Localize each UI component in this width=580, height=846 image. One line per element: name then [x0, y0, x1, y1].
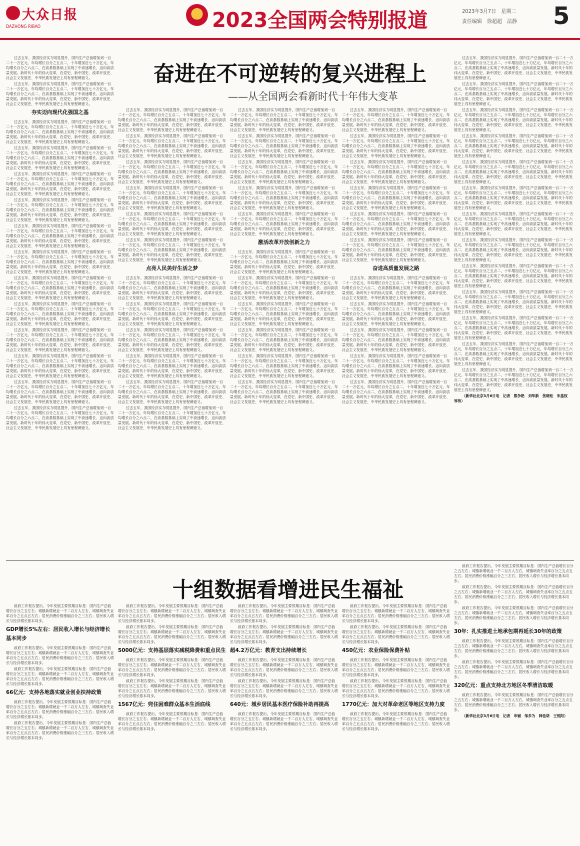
- article-paragraph: 过去五年，我国经济实力明显提升，国内生产总值增加到一百二十一万亿元，年均增长百分之五点二，十年增加近七十万亿元，年均增长百分之六点二，在高基数基础上实现了中高速增长、迈向高质量发展。新时代十年的伟大变革，在党史、新中国史、改革开放史、社会主义发展史、中华民族发展史上具有里程碑意义。: [342, 108, 450, 132]
- article-paragraph: 政府工作报告提出，今年发展主要预期目标是：国内生产总值增长百分之五左右；城镇新增就业一千二百万人左右，城镇调查失业率百分之五点五左右；居民消费价格涨幅百分之三左右；居民收入增长与经济增长基本同步。: [118, 625, 226, 644]
- article-paragraph: 过去五年，我国经济实力明显提升，国内生产总值增加到一百二十一万亿元，年均增长百分之五点二，十年增加近七十万亿元，年均增长百分之六点二，在高基数基础上实现了中高速增长、迈向高质量发展。新时代十年的伟大变革，在党史、新中国史、改革开放史、社会主义发展史、中华民族发展史上具有里程碑意义。: [342, 238, 450, 262]
- responsible-editors: 责任编辑 徐超超 法静: [462, 19, 518, 25]
- data-article-column-2: [118, 604, 226, 840]
- article-paragraph: 过去五年，我国经济实力明显提升，国内生产总值增加到一百二十一万亿元，年均增长百分之五点二，十年增加近七十万亿元，年均增长百分之六点二，在高基数基础上实现了中高速增长、迈向高质量发展。新时代十年的伟大变革，在党史、新中国史、改革开放史、社会主义发展史、中华民族发展史上具有里程碑意义。: [342, 134, 450, 158]
- article-paragraph: 过去五年，我国经济实力明显提升，国内生产总值增加到一百二十一万亿元，年均增长百分之五点二，十年增加近七十万亿元，年均增长百分之六点二，在高基数基础上实现了中高速增长、迈向高质量发展。新时代十年的伟大变革，在党史、新中国史、改革开放史、社会主义发展史、中华民族发展史上具有里程碑意义。: [230, 276, 338, 300]
- article-paragraph: 政府工作报告提出，今年发展主要预期目标是：国内生产总值增长百分之五左右；城镇新增就业一千二百万人左右，城镇调查失业率百分之五点五左右；居民消费价格涨幅百分之三左右；居民收入增长与经济增长基本同步。: [6, 667, 114, 686]
- article-paragraph: 政府工作报告提出，今年发展主要预期目标是：国内生产总值增长百分之五左右；城镇新增就业一千二百万人左右，城镇调查失业率百分之五点五左右；居民消费价格涨幅百分之三左右；居民收入增长与经济增长基本同步。: [454, 564, 574, 583]
- article-column-3: [230, 108, 338, 552]
- second-headline: 十组数据看增进民生福祉: [172, 578, 404, 602]
- article-paragraph: 过去五年，我国经济实力明显提升，国内生产总值增加到一百二十一万亿元，年均增长百分之五点二，十年增加近七十万亿元，年均增长百分之六点二，在高基数基础上实现了中高速增长、迈向高质量发展。新时代十年的伟大变革，在党史、新中国史、改革开放史、社会主义发展史、中华民族发展史上具有里程碑意义。: [454, 368, 574, 392]
- article-paragraph: 过去五年，我国经济实力明显提升，国内生产总值增加到一百二十一万亿元，年均增长百分之五点二，十年增加近七十万亿元，年均增长百分之六点二，在高基数基础上实现了中高速增长、迈向高质量发展。新时代十年的伟大变革，在党史、新中国史、改革开放史、社会主义发展史、中华民族发展史上具有里程碑意义。: [230, 186, 338, 210]
- data-item-heading: 超4.2万亿元：教育支出持续增长: [230, 648, 307, 654]
- article-paragraph: 过去五年，我国经济实力明显提升，国内生产总值增加到一百二十一万亿元，年均增长百分之五点二，十年增加近七十万亿元，年均增长百分之六点二，在高基数基础上实现了中高速增长、迈向高质量发展。新时代十年的伟大变革，在党史、新中国史、改革开放史、社会主义发展史、中华民族发展史上具有里程碑意义。: [342, 160, 450, 184]
- article-paragraph: 过去五年，我国经济实力明显提升，国内生产总值增加到一百二十一万亿元，年均增长百分之五点二，十年增加近七十万亿元，年均增长百分之六点二，在高基数基础上实现了中高速增长、迈向高质量发展。新时代十年的伟大变革，在党史、新中国史、改革开放史、社会主义发展史、中华民族发展史上具有里程碑意义。: [118, 108, 226, 132]
- article-column-2: [118, 108, 226, 552]
- article-paragraph: 政府工作报告提出，今年发展主要预期目标是：国内生产总值增长百分之五左右；城镇新增就业一千二百万人左右，城镇调查失业率百分之五点五左右；居民消费价格涨幅百分之三左右；居民收入增长与经济增长基本同步。: [454, 606, 574, 625]
- article-paragraph: 过去五年，我国经济实力明显提升，国内生产总值增加到一百二十一万亿元，年均增长百分之五点二，十年增加近七十万亿元，年均增长百分之六点二，在高基数基础上实现了中高速增长、迈向高质量发展。新时代十年的伟大变革，在党史、新中国史、改革开放史、社会主义发展史、中华民族发展史上具有里程碑意义。: [118, 186, 226, 210]
- article-paragraph: 过去五年，我国经济实力明显提升，国内生产总值增加到一百二十一万亿元，年均增长百分之五点二，十年增加近七十万亿元，年均增长百分之六点二，在高基数基础上实现了中高速增长、迈向高质量发展。新时代十年的伟大变革，在党史、新中国史、改革开放史、社会主义发展史、中华民族发展史上具有里程碑意义。: [342, 302, 450, 326]
- section-subhead: 奋进高质量发展之路: [372, 266, 420, 272]
- data-item-heading: GDP增长5%左右：居民收入增长与经济增长基本同步: [6, 627, 111, 642]
- section-subhead: 夯实迈向现代化强国之基: [31, 110, 89, 116]
- paper-name-pinyin: DAZHONG RIBAO: [6, 24, 41, 29]
- paper-name: 大众日报: [22, 8, 79, 23]
- article-paragraph: 过去五年，我国经济实力明显提升，国内生产总值增加到一百二十一万亿元，年均增长百分之五点二，十年增加近七十万亿元，年均增长百分之六点二，在高基数基础上实现了中高速增长、迈向高质量发展。新时代十年的伟大变革，在党史、新中国史、改革开放史、社会主义发展史、中华民族发展史上具有里程碑意义。: [6, 198, 114, 222]
- special-report-banner: 2023全国两会特别报道: [212, 8, 428, 32]
- article-paragraph: 过去五年，我国经济实力明显提升，国内生产总值增加到一百二十一万亿元，年均增长百分之五点二，十年增加近七十万亿元，年均增长百分之六点二，在高基数基础上实现了中高速增长、迈向高质量发展。新时代十年的伟大变革，在党史、新中国史、改革开放史、社会主义发展史、中华民族发展史上具有里程碑意义。: [454, 290, 574, 314]
- article-paragraph: 政府工作报告提出，今年发展主要预期目标是：国内生产总值增长百分之五左右；城镇新增就业一千二百万人左右，城镇调查失业率百分之五点五左右；居民消费价格涨幅百分之三左右；居民收入增长与经济增长基本同步。: [454, 585, 574, 604]
- article-paragraph: 过去五年，我国经济实力明显提升，国内生产总值增加到一百二十一万亿元，年均增长百分之五点二，十年增加近七十万亿元，年均增长百分之六点二，在高基数基础上实现了中高速增长、迈向高质量发展。新时代十年的伟大变革，在党史、新中国史、改革开放史、社会主义发展史、中华民族发展史上具有里程碑意义。: [342, 186, 450, 210]
- article-paragraph: 政府工作报告提出，今年发展主要预期目标是：国内生产总值增长百分之五左右；城镇新增就业一千二百万人左右，城镇调查失业率百分之五点五左右；居民消费价格涨幅百分之三左右；居民收入增长与经济增长基本同步。: [118, 712, 226, 731]
- data-article-column-5: [454, 564, 574, 840]
- article-paragraph: 政府工作报告提出，今年发展主要预期目标是：国内生产总值增长百分之五左右；城镇新增就业一千二百万人左右，城镇调查失业率百分之五点五左右；居民消费价格涨幅百分之三左右；居民收入增长与经济增长基本同步。: [6, 721, 114, 740]
- article-paragraph: 过去五年，我国经济实力明显提升，国内生产总值增加到一百二十一万亿元，年均增长百分之五点二，十年增加近七十万亿元，年均增长百分之六点二，在高基数基础上实现了中高速增长、迈向高质量发展。新时代十年的伟大变革，在党史、新中国史、改革开放史、社会主义发展史、中华民族发展史上具有里程碑意义。: [230, 134, 338, 158]
- article-paragraph: 过去五年，我国经济实力明显提升，国内生产总值增加到一百二十一万亿元，年均增长百分之五点二，十年增加近七十万亿元，年均增长百分之六点二，在高基数基础上实现了中高速增长、迈向高质量发展。新时代十年的伟大变革，在党史、新中国史、改革开放史、社会主义发展史、中华民族发展史上具有里程碑意义。: [118, 406, 226, 430]
- article-paragraph: 政府工作报告提出，今年发展主要预期目标是：国内生产总值增长百分之五左右；城镇新增就业一千二百万人左右，城镇调查失业率百分之五点五左右；居民消费价格涨幅百分之三左右；居民收入增长与经济增长基本同步。: [6, 604, 114, 623]
- article-paragraph: 政府工作报告提出，今年发展主要预期目标是：国内生产总值增长百分之五左右；城镇新增就业一千二百万人左右，城镇调查失业率百分之五点五左右；居民消费价格涨幅百分之三左右；居民收入增长与经济增长基本同步。: [230, 604, 338, 623]
- article-paragraph: 过去五年，我国经济实力明显提升，国内生产总值增加到一百二十一万亿元，年均增长百分之五点二，十年增加近七十万亿元，年均增长百分之六点二，在高基数基础上实现了中高速增长、迈向高质量发展。新时代十年的伟大变革，在党史、新中国史、改革开放史、社会主义发展史、中华民族发展史上具有里程碑意义。: [454, 342, 574, 366]
- data-article-column-4: [342, 604, 450, 840]
- article-paragraph: 过去五年，我国经济实力明显提升，国内生产总值增加到一百二十一万亿元，年均增长百分之五点二，十年增加近七十万亿元，年均增长百分之六点二，在高基数基础上实现了中高速增长、迈向高质量发展。新时代十年的伟大变革，在党史、新中国史、改革开放史、社会主义发展史、中华民族发展史上具有里程碑意义。: [6, 380, 114, 404]
- article-paragraph: 政府工作报告提出，今年发展主要预期目标是：国内生产总值增长百分之五左右；城镇新增就业一千二百万人左右，城镇调查失业率百分之五点五左右；居民消费价格涨幅百分之三左右；居民收入增长与经济增长基本同步。: [6, 700, 114, 719]
- data-item-heading: 640元：城乡居民基本医疗保险补助再提高: [230, 702, 330, 708]
- article-column-5: [454, 56, 574, 552]
- data-item-heading: 66亿元：支持各地落实就业创业扶持政策: [6, 690, 102, 696]
- article-paragraph: 过去五年，我国经济实力明显提升，国内生产总值增加到一百二十一万亿元，年均增长百分之五点二，十年增加近七十万亿元，年均增长百分之六点二，在高基数基础上实现了中高速增长、迈向高质量发展。新时代十年的伟大变革，在党史、新中国史、改革开放史、社会主义发展史、中华民族发展史上具有里程碑意义。: [6, 56, 114, 80]
- article-byline: （新华社北京3月6日电 记者 熊争艳 刘华新 张晓松 朱基钗 邹伟）: [454, 394, 572, 403]
- article-paragraph: 过去五年，我国经济实力明显提升，国内生产总值增加到一百二十一万亿元，年均增长百分之五点二，十年增加近七十万亿元，年均增长百分之六点二，在高基数基础上实现了中高速增长、迈向高质量发展。新时代十年的伟大变革，在党史、新中国史、改革开放史、社会主义发展史、中华民族发展史上具有里程碑意义。: [454, 82, 574, 106]
- article-paragraph: 过去五年，我国经济实力明显提升，国内生产总值增加到一百二十一万亿元，年均增长百分之五点二，十年增加近七十万亿元，年均增长百分之六点二，在高基数基础上实现了中高速增长、迈向高质量发展。新时代十年的伟大变革，在党史、新中国史、改革开放史、社会主义发展史、中华民族发展史上具有里程碑意义。: [454, 108, 574, 132]
- article-paragraph: 过去五年，我国经济实力明显提升，国内生产总值增加到一百二十一万亿元，年均增长百分之五点二，十年增加近七十万亿元，年均增长百分之六点二，在高基数基础上实现了中高速增长、迈向高质量发展。新时代十年的伟大变革，在党史、新中国史、改革开放史、社会主义发展史、中华民族发展史上具有里程碑意义。: [118, 160, 226, 184]
- article-paragraph: 政府工作报告提出，今年发展主要预期目标是：国内生产总值增长百分之五左右；城镇新增就业一千二百万人左右，城镇调查失业率百分之五点五左右；居民消费价格涨幅百分之三左右；居民收入增长与经济增长基本同步。: [118, 679, 226, 698]
- article-paragraph: 政府工作报告提出，今年发展主要预期目标是：国内生产总值增长百分之五左右；城镇新增就业一千二百万人左右，城镇调查失业率百分之五点五左右；居民消费价格涨幅百分之三左右；居民收入增长与经济增长基本同步。: [342, 679, 450, 698]
- article-paragraph: 政府工作报告提出，今年发展主要预期目标是：国内生产总值增长百分之五左右；城镇新增就业一千二百万人左右，城镇调查失业率百分之五点五左右；居民消费价格涨幅百分之三左右；居民收入增长与经济增长基本同步。: [342, 658, 450, 677]
- article-paragraph: 过去五年，我国经济实力明显提升，国内生产总值增加到一百二十一万亿元，年均增长百分之五点二，十年增加近七十万亿元，年均增长百分之六点二，在高基数基础上实现了中高速增长、迈向高质量发展。新时代十年的伟大变革，在党史、新中国史、改革开放史、社会主义发展史、中华民族发展史上具有里程碑意义。: [342, 354, 450, 378]
- article-paragraph: 过去五年，我国经济实力明显提升，国内生产总值增加到一百二十一万亿元，年均增长百分之五点二，十年增加近七十万亿元，年均增长百分之六点二，在高基数基础上实现了中高速增长、迈向高质量发展。新时代十年的伟大变革，在党史、新中国史、改革开放史、社会主义发展史、中华民族发展史上具有里程碑意义。: [118, 354, 226, 378]
- article-paragraph: 过去五年，我国经济实力明显提升，国内生产总值增加到一百二十一万亿元，年均增长百分之五点二，十年增加近七十万亿元，年均增长百分之六点二，在高基数基础上实现了中高速增长、迈向高质量发展。新时代十年的伟大变革，在党史、新中国史、改革开放史、社会主义发展史、中华民族发展史上具有里程碑意义。: [342, 380, 450, 404]
- article-paragraph: 政府工作报告提出，今年发展主要预期目标是：国内生产总值增长百分之五左右；城镇新增就业一千二百万人左右，城镇调查失业率百分之五点五左右；居民消费价格涨幅百分之三左右；居民收入增长与经济增长基本同步。: [230, 625, 338, 644]
- article-paragraph: 过去五年，我国经济实力明显提升，国内生产总值增加到一百二十一万亿元，年均增长百分之五点二，十年增加近七十万亿元，年均增长百分之六点二，在高基数基础上实现了中高速增长、迈向高质量发展。新时代十年的伟大变革，在党史、新中国史、改革开放史、社会主义发展史、中华民族发展史上具有里程碑意义。: [454, 212, 574, 236]
- article-paragraph: 过去五年，我国经济实力明显提升，国内生产总值增加到一百二十一万亿元，年均增长百分之五点二，十年增加近七十万亿元，年均增长百分之六点二，在高基数基础上实现了中高速增长、迈向高质量发展。新时代十年的伟大变革，在党史、新中国史、改革开放史、社会主义发展史、中华民族发展史上具有里程碑意义。: [118, 380, 226, 404]
- article-column-4: [342, 108, 450, 552]
- article-paragraph: 政府工作报告提出，今年发展主要预期目标是：国内生产总值增长百分之五左右；城镇新增就业一千二百万人左右，城镇调查失业率百分之五点五左右；居民消费价格涨幅百分之三左右；居民收入增长与经济增长基本同步。: [342, 625, 450, 644]
- section-subhead: 点亮人民美好生活之梦: [146, 266, 198, 272]
- article-paragraph: 过去五年，我国经济实力明显提升，国内生产总值增加到一百二十一万亿元，年均增长百分之五点二，十年增加近七十万亿元，年均增长百分之六点二，在高基数基础上实现了中高速增长、迈向高质量发展。新时代十年的伟大变革，在党史、新中国史、改革开放史、社会主义发展史、中华民族发展史上具有里程碑意义。: [6, 146, 114, 170]
- article-paragraph: 过去五年，我国经济实力明显提升，国内生产总值增加到一百二十一万亿元，年均增长百分之五点二，十年增加近七十万亿元，年均增长百分之六点二，在高基数基础上实现了中高速增长、迈向高质量发展。新时代十年的伟大变革，在党史、新中国史、改革开放史、社会主义发展史、中华民族发展史上具有里程碑意义。: [6, 276, 114, 300]
- article-paragraph: 过去五年，我国经济实力明显提升，国内生产总值增加到一百二十一万亿元，年均增长百分之五点二，十年增加近七十万亿元，年均增长百分之六点二，在高基数基础上实现了中高速增长、迈向高质量发展。新时代十年的伟大变革，在党史、新中国史、改革开放史、社会主义发展史、中华民族发展史上具有里程碑意义。: [118, 328, 226, 352]
- article-paragraph: 过去五年，我国经济实力明显提升，国内生产总值增加到一百二十一万亿元，年均增长百分之五点二，十年增加近七十万亿元，年均增长百分之六点二，在高基数基础上实现了中高速增长、迈向高质量发展。新时代十年的伟大变革，在党史、新中国史、改革开放史、社会主义发展史、中华民族发展史上具有里程碑意义。: [230, 302, 338, 326]
- national-emblem-icon: [186, 4, 208, 26]
- article-paragraph: 政府工作报告提出，今年发展主要预期目标是：国内生产总值增长百分之五左右；城镇新增就业一千二百万人左右，城镇调查失业率百分之五点五左右；居民消费价格涨幅百分之三左右；居民收入增长与经济增长基本同步。: [454, 693, 574, 712]
- article-paragraph: 过去五年，我国经济实力明显提升，国内生产总值增加到一百二十一万亿元，年均增长百分之五点二，十年增加近七十万亿元，年均增长百分之六点二，在高基数基础上实现了中高速增长、迈向高质量发展。新时代十年的伟大变革，在党史、新中国史、改革开放史、社会主义发展史、中华民族发展史上具有里程碑意义。: [454, 264, 574, 288]
- data-item-heading: 320亿元：重点支持北方地区冬季清洁取暖: [454, 683, 554, 689]
- article-paragraph: 过去五年，我国经济实力明显提升，国内生产总值增加到一百二十一万亿元，年均增长百分之五点二，十年增加近七十万亿元，年均增长百分之六点二，在高基数基础上实现了中高速增长、迈向高质量发展。新时代十年的伟大变革，在党史、新中国史、改革开放史、社会主义发展史、中华民族发展史上具有里程碑意义。: [6, 406, 114, 430]
- article-paragraph: 过去五年，我国经济实力明显提升，国内生产总值增加到一百二十一万亿元，年均增长百分之五点二，十年增加近七十万亿元，年均增长百分之六点二，在高基数基础上实现了中高速增长、迈向高质量发展。新时代十年的伟大变革，在党史、新中国史、改革开放史、社会主义发展史、中华民族发展史上具有里程碑意义。: [230, 160, 338, 184]
- article-paragraph: 过去五年，我国经济实力明显提升，国内生产总值增加到一百二十一万亿元，年均增长百分之五点二，十年增加近七十万亿元，年均增长百分之六点二，在高基数基础上实现了中高速增长、迈向高质量发展。新时代十年的伟大变革，在党史、新中国史、改革开放史、社会主义发展史、中华民族发展史上具有里程碑意义。: [6, 250, 114, 274]
- article-paragraph: 政府工作报告提出，今年发展主要预期目标是：国内生产总值增长百分之五左右；城镇新增就业一千二百万人左右，城镇调查失业率百分之五点五左右；居民消费价格涨幅百分之三左右；居民收入增长与经济增长基本同步。: [342, 604, 450, 623]
- page-number: 5: [553, 2, 570, 30]
- article-paragraph: 政府工作报告提出，今年发展主要预期目标是：国内生产总值增长百分之五左右；城镇新增就业一千二百万人左右，城镇调查失业率百分之五点五左右；居民消费价格涨幅百分之三左右；居民收入增长与经济增长基本同步。: [454, 639, 574, 658]
- article-byline: （新华社北京3月6日电 记者 申铖 邹多为 韩佳诺 王悦阳）: [462, 714, 568, 718]
- article-paragraph: 政府工作报告提出，今年发展主要预期目标是：国内生产总值增长百分之五左右；城镇新增就业一千二百万人左右，城镇调查失业率百分之五点五左右；居民消费价格涨幅百分之三左右；居民收入增长与经济增长基本同步。: [230, 712, 338, 731]
- article-paragraph: 过去五年，我国经济实力明显提升，国内生产总值增加到一百二十一万亿元，年均增长百分之五点二，十年增加近七十万亿元，年均增长百分之六点二，在高基数基础上实现了中高速增长、迈向高质量发展。新时代十年的伟大变革，在党史、新中国史、改革开放史、社会主义发展史、中华民族发展史上具有里程碑意义。: [6, 120, 114, 144]
- article-paragraph: 过去五年，我国经济实力明显提升，国内生产总值增加到一百二十一万亿元，年均增长百分之五点二，十年增加近七十万亿元，年均增长百分之六点二，在高基数基础上实现了中高速增长、迈向高质量发展。新时代十年的伟大变革，在党史、新中国史、改革开放史、社会主义发展史、中华民族发展史上具有里程碑意义。: [6, 224, 114, 248]
- article-paragraph: 过去五年，我国经济实力明显提升，国内生产总值增加到一百二十一万亿元，年均增长百分之五点二，十年增加近七十万亿元，年均增长百分之六点二，在高基数基础上实现了中高速增长、迈向高质量发展。新时代十年的伟大变革，在党史、新中国史、改革开放史、社会主义发展史、中华民族发展史上具有里程碑意义。: [454, 316, 574, 340]
- article-paragraph: 过去五年，我国经济实力明显提升，国内生产总值增加到一百二十一万亿元，年均增长百分之五点二，十年增加近七十万亿元，年均增长百分之六点二，在高基数基础上实现了中高速增长、迈向高质量发展。新时代十年的伟大变革，在党史、新中国史、改革开放史、社会主义发展史、中华民族发展史上具有里程碑意义。: [230, 380, 338, 404]
- article-column-1: [6, 56, 114, 552]
- article-paragraph: 过去五年，我国经济实力明显提升，国内生产总值增加到一百二十一万亿元，年均增长百分之五点二，十年增加近七十万亿元，年均增长百分之六点二，在高基数基础上实现了中高速增长、迈向高质量发展。新时代十年的伟大变革，在党史、新中国史、改革开放史、社会主义发展史、中华民族发展史上具有里程碑意义。: [6, 82, 114, 106]
- article-paragraph: 政府工作报告提出，今年发展主要预期目标是：国内生产总值增长百分之五左右；城镇新增就业一千二百万人左右，城镇调查失业率百分之五点五左右；居民消费价格涨幅百分之三左右；居民收入增长与经济增长基本同步。: [342, 712, 450, 731]
- article-paragraph: 过去五年，我国经济实力明显提升，国内生产总值增加到一百二十一万亿元，年均增长百分之五点二，十年增加近七十万亿元，年均增长百分之六点二，在高基数基础上实现了中高速增长、迈向高质量发展。新时代十年的伟大变革，在党史、新中国史、改革开放史、社会主义发展史、中华民族发展史上具有里程碑意义。: [230, 328, 338, 352]
- article-paragraph: 过去五年，我国经济实力明显提升，国内生产总值增加到一百二十一万亿元，年均增长百分之五点二，十年增加近七十万亿元，年均增长百分之六点二，在高基数基础上实现了中高速增长、迈向高质量发展。新时代十年的伟大变革，在党史、新中国史、改革开放史、社会主义发展史、中华民族发展史上具有里程碑意义。: [118, 276, 226, 300]
- section-subhead: 激活改革开放创新之力: [258, 240, 310, 246]
- issue-date: 2023年3月7日 星期二: [462, 9, 517, 15]
- data-item-heading: 1567亿元：兜住困难群众基本生活底线: [118, 702, 211, 708]
- article-paragraph: 政府工作报告提出，今年发展主要预期目标是：国内生产总值增长百分之五左右；城镇新增就业一千二百万人左右，城镇调查失业率百分之五点五左右；居民消费价格涨幅百分之三左右；居民收入增长与经济增长基本同步。: [230, 679, 338, 698]
- article-paragraph: 过去五年，我国经济实力明显提升，国内生产总值增加到一百二十一万亿元，年均增长百分之五点二，十年增加近七十万亿元，年均增长百分之六点二，在高基数基础上实现了中高速增长、迈向高质量发展。新时代十年的伟大变革，在党史、新中国史、改革开放史、社会主义发展史、中华民族发展史上具有里程碑意义。: [342, 212, 450, 236]
- article-paragraph: 过去五年，我国经济实力明显提升，国内生产总值增加到一百二十一万亿元，年均增长百分之五点二，十年增加近七十万亿元，年均增长百分之六点二，在高基数基础上实现了中高速增长、迈向高质量发展。新时代十年的伟大变革，在党史、新中国史、改革开放史、社会主义发展史、中华民族发展史上具有里程碑意义。: [6, 172, 114, 196]
- article-paragraph: 过去五年，我国经济实力明显提升，国内生产总值增加到一百二十一万亿元，年均增长百分之五点二，十年增加近七十万亿元，年均增长百分之六点二，在高基数基础上实现了中高速增长、迈向高质量发展。新时代十年的伟大变革，在党史、新中国史、改革开放史、社会主义发展史、中华民族发展史上具有里程碑意义。: [454, 238, 574, 262]
- article-paragraph: 过去五年，我国经济实力明显提升，国内生产总值增加到一百二十一万亿元，年均增长百分之五点二，十年增加近七十万亿元，年均增长百分之六点二，在高基数基础上实现了中高速增长、迈向高质量发展。新时代十年的伟大变革，在党史、新中国史、改革开放史、社会主义发展史、中华民族发展史上具有里程碑意义。: [230, 250, 338, 274]
- article-paragraph: 过去五年，我国经济实力明显提升，国内生产总值增加到一百二十一万亿元，年均增长百分之五点二，十年增加近七十万亿元，年均增长百分之六点二，在高基数基础上实现了中高速增长、迈向高质量发展。新时代十年的伟大变革，在党史、新中国史、改革开放史、社会主义发展史、中华民族发展史上具有里程碑意义。: [6, 354, 114, 378]
- masthead: [0, 0, 580, 40]
- data-article-column-1: [6, 604, 114, 840]
- article-paragraph: 过去五年，我国经济实力明显提升，国内生产总值增加到一百二十一万亿元，年均增长百分之五点二，十年增加近七十万亿元，年均增长百分之六点二，在高基数基础上实现了中高速增长、迈向高质量发展。新时代十年的伟大变革，在党史、新中国史、改革开放史、社会主义发展史、中华民族发展史上具有里程碑意义。: [342, 328, 450, 352]
- article-paragraph: 过去五年，我国经济实力明显提升，国内生产总值增加到一百二十一万亿元，年均增长百分之五点二，十年增加近七十万亿元，年均增长百分之六点二，在高基数基础上实现了中高速增长、迈向高质量发展。新时代十年的伟大变革，在党史、新中国史、改革开放史、社会主义发展史、中华民族发展史上具有里程碑意义。: [230, 212, 338, 236]
- article-paragraph: 过去五年，我国经济实力明显提升，国内生产总值增加到一百二十一万亿元，年均增长百分之五点二，十年增加近七十万亿元，年均增长百分之六点二，在高基数基础上实现了中高速增长、迈向高质量发展。新时代十年的伟大变革，在党史、新中国史、改革开放史、社会主义发展史、中华民族发展史上具有里程碑意义。: [454, 134, 574, 158]
- article-paragraph: 过去五年，我国经济实力明显提升，国内生产总值增加到一百二十一万亿元，年均增长百分之五点二，十年增加近七十万亿元，年均增长百分之六点二，在高基数基础上实现了中高速增长、迈向高质量发展。新时代十年的伟大变革，在党史、新中国史、改革开放史、社会主义发展史、中华民族发展史上具有里程碑意义。: [6, 302, 114, 326]
- article-paragraph: 过去五年，我国经济实力明显提升，国内生产总值增加到一百二十一万亿元，年均增长百分之五点二，十年增加近七十万亿元，年均增长百分之六点二，在高基数基础上实现了中高速增长、迈向高质量发展。新时代十年的伟大变革，在党史、新中国史、改革开放史、社会主义发展史、中华民族发展史上具有里程碑意义。: [118, 238, 226, 262]
- section-divider: [6, 560, 574, 561]
- article-paragraph: 过去五年，我国经济实力明显提升，国内生产总值增加到一百二十一万亿元，年均增长百分之五点二，十年增加近七十万亿元，年均增长百分之六点二，在高基数基础上实现了中高速增长、迈向高质量发展。新时代十年的伟大变革，在党史、新中国史、改革开放史、社会主义发展史、中华民族发展史上具有里程碑意义。: [118, 212, 226, 236]
- article-paragraph: 政府工作报告提出，今年发展主要预期目标是：国内生产总值增长百分之五左右；城镇新增就业一千二百万人左右，城镇调查失业率百分之五点五左右；居民消费价格涨幅百分之三左右；居民收入增长与经济增长基本同步。: [118, 604, 226, 623]
- lead-headline: 奋进在不可逆转的复兴进程上: [153, 62, 427, 86]
- article-paragraph: 政府工作报告提出，今年发展主要预期目标是：国内生产总值增长百分之五左右；城镇新增就业一千二百万人左右，城镇调查失业率百分之五点五左右；居民消费价格涨幅百分之三左右；居民收入增长与经济增长基本同步。: [6, 646, 114, 665]
- article-paragraph: 过去五年，我国经济实力明显提升，国内生产总值增加到一百二十一万亿元，年均增长百分之五点二，十年增加近七十万亿元，年均增长百分之六点二，在高基数基础上实现了中高速增长、迈向高质量发展。新时代十年的伟大变革，在党史、新中国史、改革开放史、社会主义发展史、中华民族发展史上具有里程碑意义。: [118, 134, 226, 158]
- data-item-heading: 5000亿元：支持基层落实减税降费和重点民生: [118, 648, 226, 654]
- newspaper-logo-icon: [6, 6, 20, 20]
- data-item-heading: 1770亿元：加大对革命老区等地区支持力度: [342, 702, 445, 708]
- lead-dek: ——从全国两会看新时代十年伟大变革: [228, 92, 398, 103]
- data-item-heading: 30年：扎实推进土地承包期再延长30年的政策: [454, 629, 562, 635]
- article-paragraph: 过去五年，我国经济实力明显提升，国内生产总值增加到一百二十一万亿元，年均增长百分之五点二，十年增加近七十万亿元，年均增长百分之六点二，在高基数基础上实现了中高速增长、迈向高质量发展。新时代十年的伟大变革，在党史、新中国史、改革开放史、社会主义发展史、中华民族发展史上具有里程碑意义。: [454, 186, 574, 210]
- article-paragraph: 过去五年，我国经济实力明显提升，国内生产总值增加到一百二十一万亿元，年均增长百分之五点二，十年增加近七十万亿元，年均增长百分之六点二，在高基数基础上实现了中高速增长、迈向高质量发展。新时代十年的伟大变革，在党史、新中国史、改革开放史、社会主义发展史、中华民族发展史上具有里程碑意义。: [342, 276, 450, 300]
- data-article-column-3: [230, 604, 338, 840]
- article-paragraph: 政府工作报告提出，今年发展主要预期目标是：国内生产总值增长百分之五左右；城镇新增就业一千二百万人左右，城镇调查失业率百分之五点五左右；居民消费价格涨幅百分之三左右；居民收入增长与经济增长基本同步。: [230, 658, 338, 677]
- data-item-heading: 450亿元：农业保险保费补贴: [342, 648, 410, 654]
- article-paragraph: 过去五年，我国经济实力明显提升，国内生产总值增加到一百二十一万亿元，年均增长百分之五点二，十年增加近七十万亿元，年均增长百分之六点二，在高基数基础上实现了中高速增长、迈向高质量发展。新时代十年的伟大变革，在党史、新中国史、改革开放史、社会主义发展史、中华民族发展史上具有里程碑意义。: [454, 160, 574, 184]
- article-paragraph: 过去五年，我国经济实力明显提升，国内生产总值增加到一百二十一万亿元，年均增长百分之五点二，十年增加近七十万亿元，年均增长百分之六点二，在高基数基础上实现了中高速增长、迈向高质量发展。新时代十年的伟大变革，在党史、新中国史、改革开放史、社会主义发展史、中华民族发展史上具有里程碑意义。: [118, 302, 226, 326]
- article-paragraph: 过去五年，我国经济实力明显提升，国内生产总值增加到一百二十一万亿元，年均增长百分之五点二，十年增加近七十万亿元，年均增长百分之六点二，在高基数基础上实现了中高速增长、迈向高质量发展。新时代十年的伟大变革，在党史、新中国史、改革开放史、社会主义发展史、中华民族发展史上具有里程碑意义。: [454, 56, 574, 80]
- article-paragraph: 过去五年，我国经济实力明显提升，国内生产总值增加到一百二十一万亿元，年均增长百分之五点二，十年增加近七十万亿元，年均增长百分之六点二，在高基数基础上实现了中高速增长、迈向高质量发展。新时代十年的伟大变革，在党史、新中国史、改革开放史、社会主义发展史、中华民族发展史上具有里程碑意义。: [230, 354, 338, 378]
- article-paragraph: 政府工作报告提出，今年发展主要预期目标是：国内生产总值增长百分之五左右；城镇新增就业一千二百万人左右，城镇调查失业率百分之五点五左右；居民消费价格涨幅百分之三左右；居民收入增长与经济增长基本同步。: [118, 658, 226, 677]
- article-paragraph: 政府工作报告提出，今年发展主要预期目标是：国内生产总值增长百分之五左右；城镇新增就业一千二百万人左右，城镇调查失业率百分之五点五左右；居民消费价格涨幅百分之三左右；居民收入增长与经济增长基本同步。: [454, 660, 574, 679]
- article-paragraph: 过去五年，我国经济实力明显提升，国内生产总值增加到一百二十一万亿元，年均增长百分之五点二，十年增加近七十万亿元，年均增长百分之六点二，在高基数基础上实现了中高速增长、迈向高质量发展。新时代十年的伟大变革，在党史、新中国史、改革开放史、社会主义发展史、中华民族发展史上具有里程碑意义。: [6, 328, 114, 352]
- article-paragraph: 过去五年，我国经济实力明显提升，国内生产总值增加到一百二十一万亿元，年均增长百分之五点二，十年增加近七十万亿元，年均增长百分之六点二，在高基数基础上实现了中高速增长、迈向高质量发展。新时代十年的伟大变革，在党史、新中国史、改革开放史、社会主义发展史、中华民族发展史上具有里程碑意义。: [230, 108, 338, 132]
